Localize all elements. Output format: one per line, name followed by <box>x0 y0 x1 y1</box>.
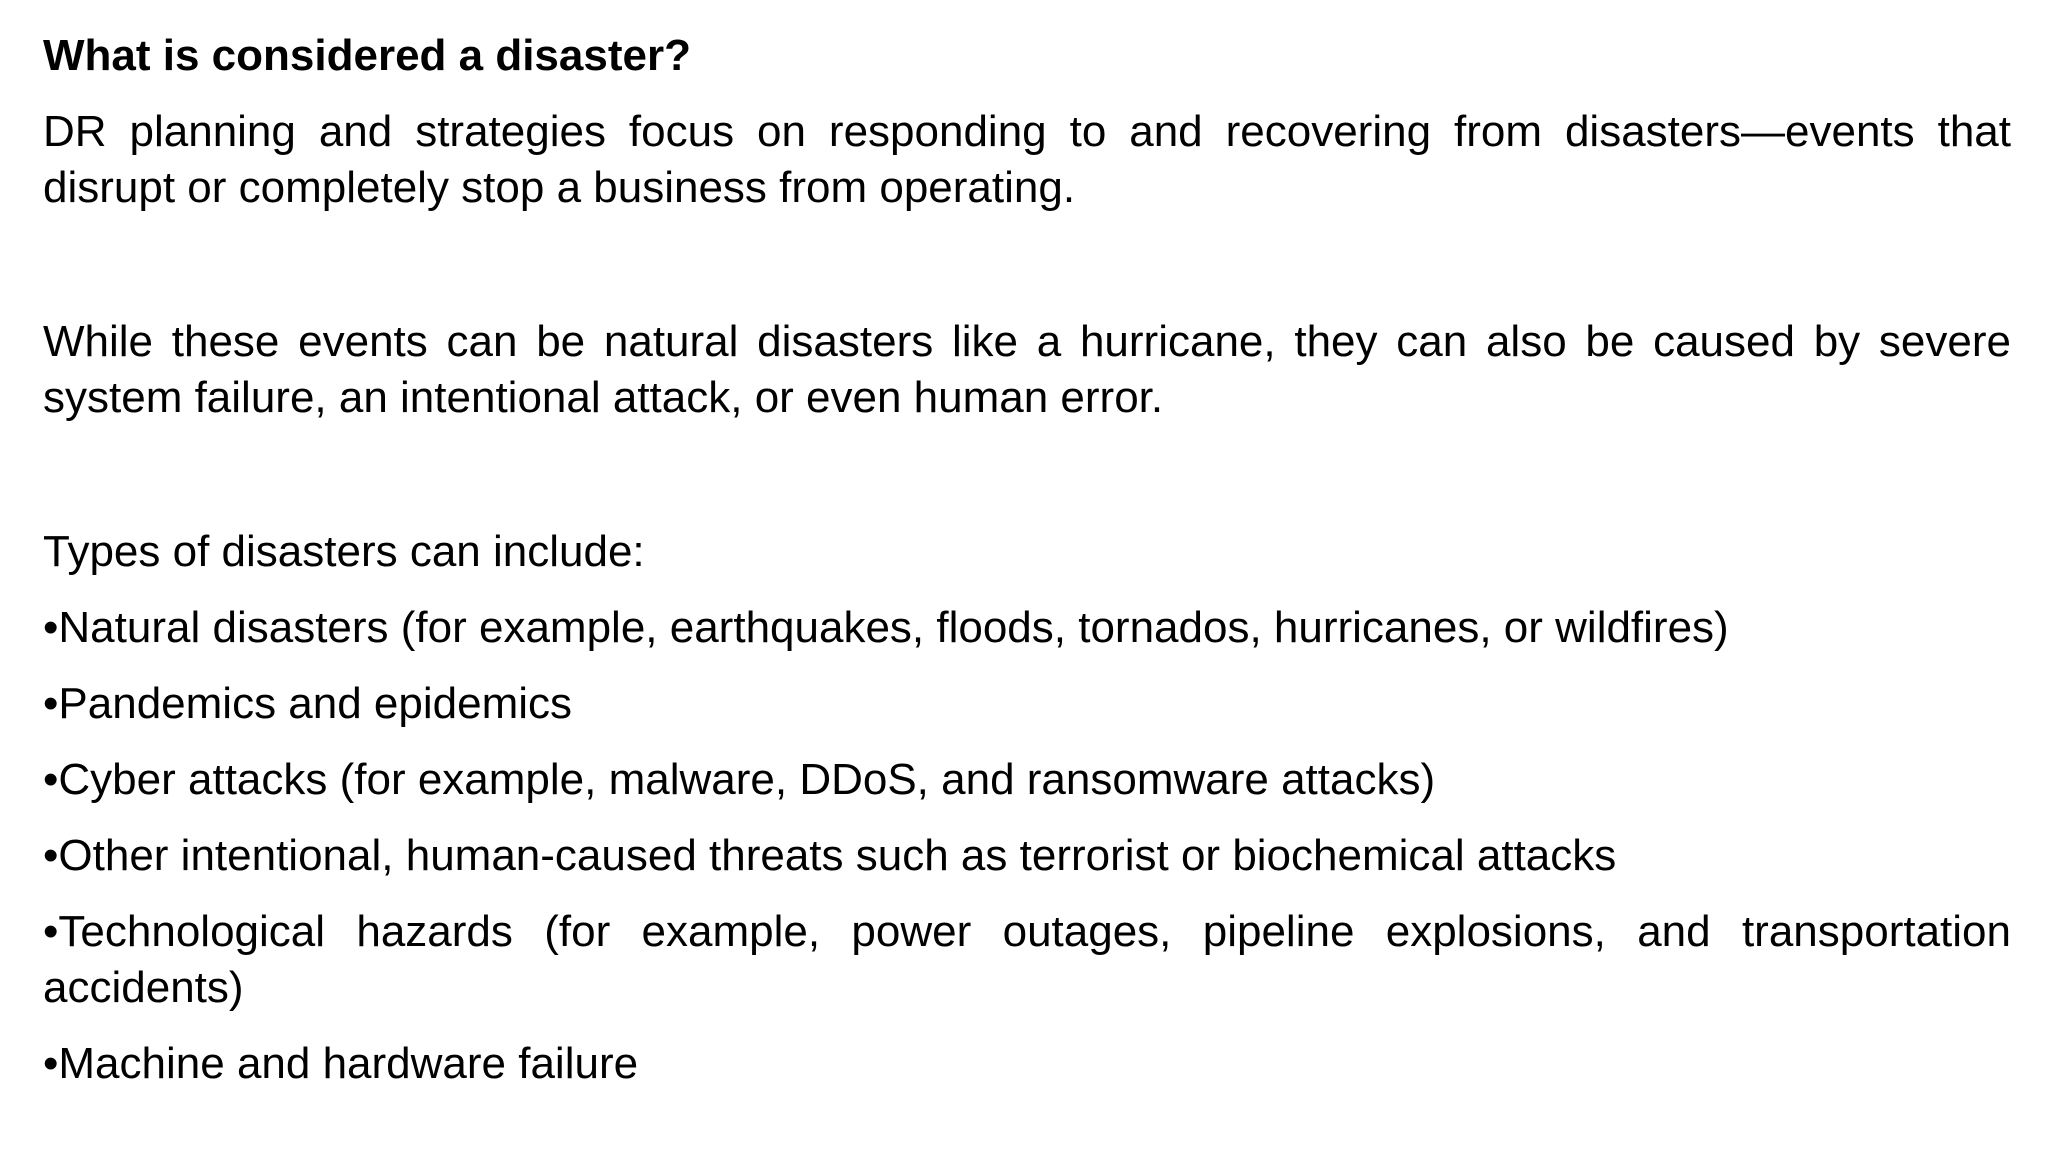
list-item <box>43 904 2011 1016</box>
list-item <box>43 600 2011 656</box>
disaster-types-list <box>43 600 2011 1092</box>
list-item-text: Technological hazards (for example, power outages, pipeline explosions, and transportation accidents) <box>43 907 2011 1012</box>
types-label: Types of disasters can include: <box>43 527 645 576</box>
list-item <box>43 828 2011 884</box>
bullet-icon: • <box>43 907 59 956</box>
list-item <box>43 752 2011 808</box>
bullet-icon: • <box>43 603 59 652</box>
bullet-icon: • <box>43 755 59 804</box>
slide-content <box>43 28 2011 1112</box>
bullet-icon: • <box>43 1039 59 1088</box>
list-item-text: Other intentional, human-caused threats such as terrorist or biochemical attacks <box>58 831 1617 880</box>
bullet-icon: • <box>43 679 59 728</box>
list-item-text: Natural disasters (for example, earthquakes, floods, tornados, hurricanes, or wildfires) <box>58 603 1729 652</box>
bullet-icon: • <box>43 831 59 880</box>
slide-heading: What is considered a disaster? <box>43 31 691 80</box>
list-item <box>43 676 2011 732</box>
list-item-text: Machine and hardware failure <box>58 1039 639 1088</box>
list-item <box>43 1036 2011 1092</box>
list-item-text: Pandemics and epidemics <box>58 679 573 728</box>
list-item-text: Cyber attacks (for example, malware, DDoS, and ransomware attacks) <box>58 755 1436 804</box>
intro-paragraph: DR planning and strategies focus on responding to and recovering from disasters—events that disrupt or completely stop a business from operating. <box>43 107 2011 212</box>
causes-paragraph: While these events can be natural disasters like a hurricane, they can also be caused by severe system failure, an intentional attack, or even human error. <box>43 317 2011 422</box>
